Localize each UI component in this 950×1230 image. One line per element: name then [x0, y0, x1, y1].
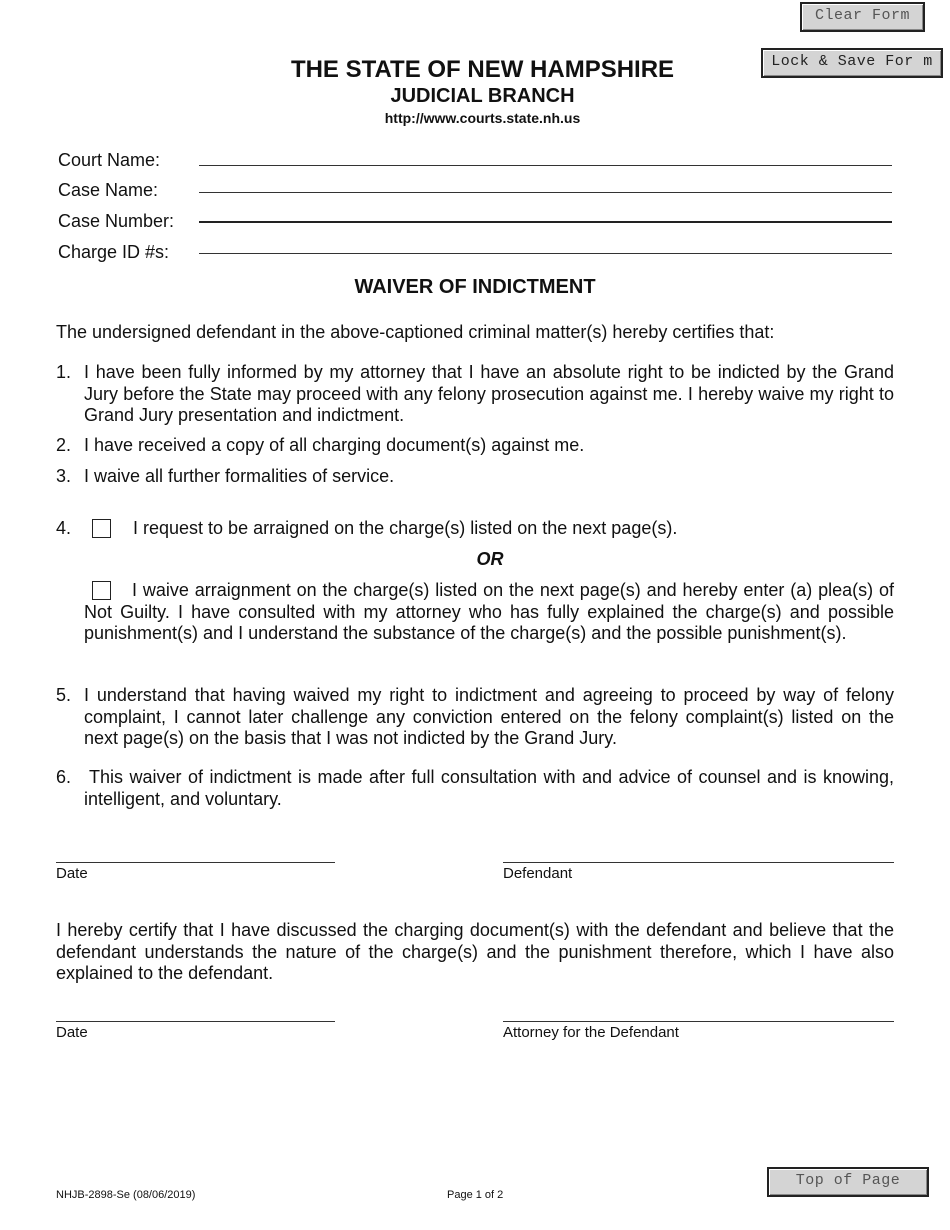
or-separator: OR [476, 549, 504, 569]
item-2-text: I have received a copy of all charging document(s) against me. [84, 435, 585, 455]
item-number: 6. [56, 767, 72, 787]
item-number: 3. [56, 466, 72, 486]
court-name-field[interactable] [199, 147, 892, 166]
case-name-field[interactable] [199, 174, 892, 193]
document-heading: WAIVER OF INDICTMENT [354, 276, 596, 298]
clear-form-label: Clear Form [814, 7, 910, 24]
item-number: 1. [56, 362, 72, 382]
arraigned-checkbox[interactable] [92, 519, 111, 538]
case-name-label: Case Name: [58, 180, 159, 200]
intro-text: The undersigned defendant in the above-captioned criminal matter(s) hereby certifies that: [56, 322, 775, 342]
date-label: Date [56, 865, 88, 882]
lock-save-form-label: Lock & Save For m [771, 53, 933, 70]
item-number: 5. [56, 685, 72, 705]
defendant-date-line[interactable] [56, 862, 335, 863]
item-4-option-b-text: I waive arraignment on the charge(s) listed on the next page(s) and hereby enter (a) plea(s) of Not Guilty. I have consulted with my attorney who has fully explained the charge(s) and possible punishment(s) and I understand the substance of the charge(s) and the possible punishment(s). [84, 580, 894, 643]
defendant-signature-line[interactable] [503, 862, 894, 863]
case-number-label: Case Number: [58, 211, 175, 231]
item-5-text: I understand that having waived my right to indictment and agreeing to proceed by way of felony complaint, I cannot later challenge any conviction entered on the felony complaint(s) listed on the next page(s) on the basis that I was not indicted by the Grand Jury. [84, 685, 894, 748]
form-id: NHJB-2898-Se (08/06/2019) [56, 1189, 196, 1201]
attorney-date-line[interactable] [56, 1021, 335, 1022]
court-name-label: Court Name: [58, 150, 161, 170]
item-1-text: I have been fully informed by my attorney that I have an absolute right to be indicted by the Grand Jury before the State may proceed with any felony prosecution against me. I hereby waive my right to Grand Jury presentation and indictment. [84, 362, 894, 425]
item-number: 4. [56, 518, 72, 538]
item-number: 2. [56, 435, 72, 455]
case-number-field[interactable] [199, 203, 892, 223]
attorney-signature-line[interactable] [503, 1021, 894, 1022]
top-of-page-button[interactable] [767, 1167, 929, 1197]
state-title: THE STATE OF NEW HAMPSHIRE [290, 56, 675, 83]
attorney-label: Attorney for the Defendant [503, 1024, 679, 1041]
date-label: Date [56, 1024, 88, 1041]
item-4-option-a-text: I request to be arraigned on the charge(s) listed on the next page(s). [133, 518, 678, 538]
attorney-certification-text: I hereby certify that I have discussed the charging document(s) with the defendant and believe that the defendant understands the nature of the charge(s) and the punishment therefore, which I have also explained to the defendant. [56, 920, 894, 983]
charge-id-field[interactable] [199, 235, 892, 254]
clear-form-button[interactable] [800, 2, 925, 32]
charge-id-label: Charge ID #s: [58, 242, 170, 262]
court-url: http://www.courts.state.nh.us [384, 110, 581, 126]
branch-title: JUDICIAL BRANCH [390, 85, 575, 107]
page-number: Page 1 of 2 [447, 1189, 504, 1201]
top-of-page-label: Top of Page [795, 1172, 901, 1189]
item-6-text: This waiver of indictment is made after full consultation with and advice of counsel and is knowing, intelligent, and voluntary. [84, 767, 894, 809]
defendant-label: Defendant [503, 865, 573, 882]
item-3-text: I waive all further formalities of service. [84, 466, 395, 486]
